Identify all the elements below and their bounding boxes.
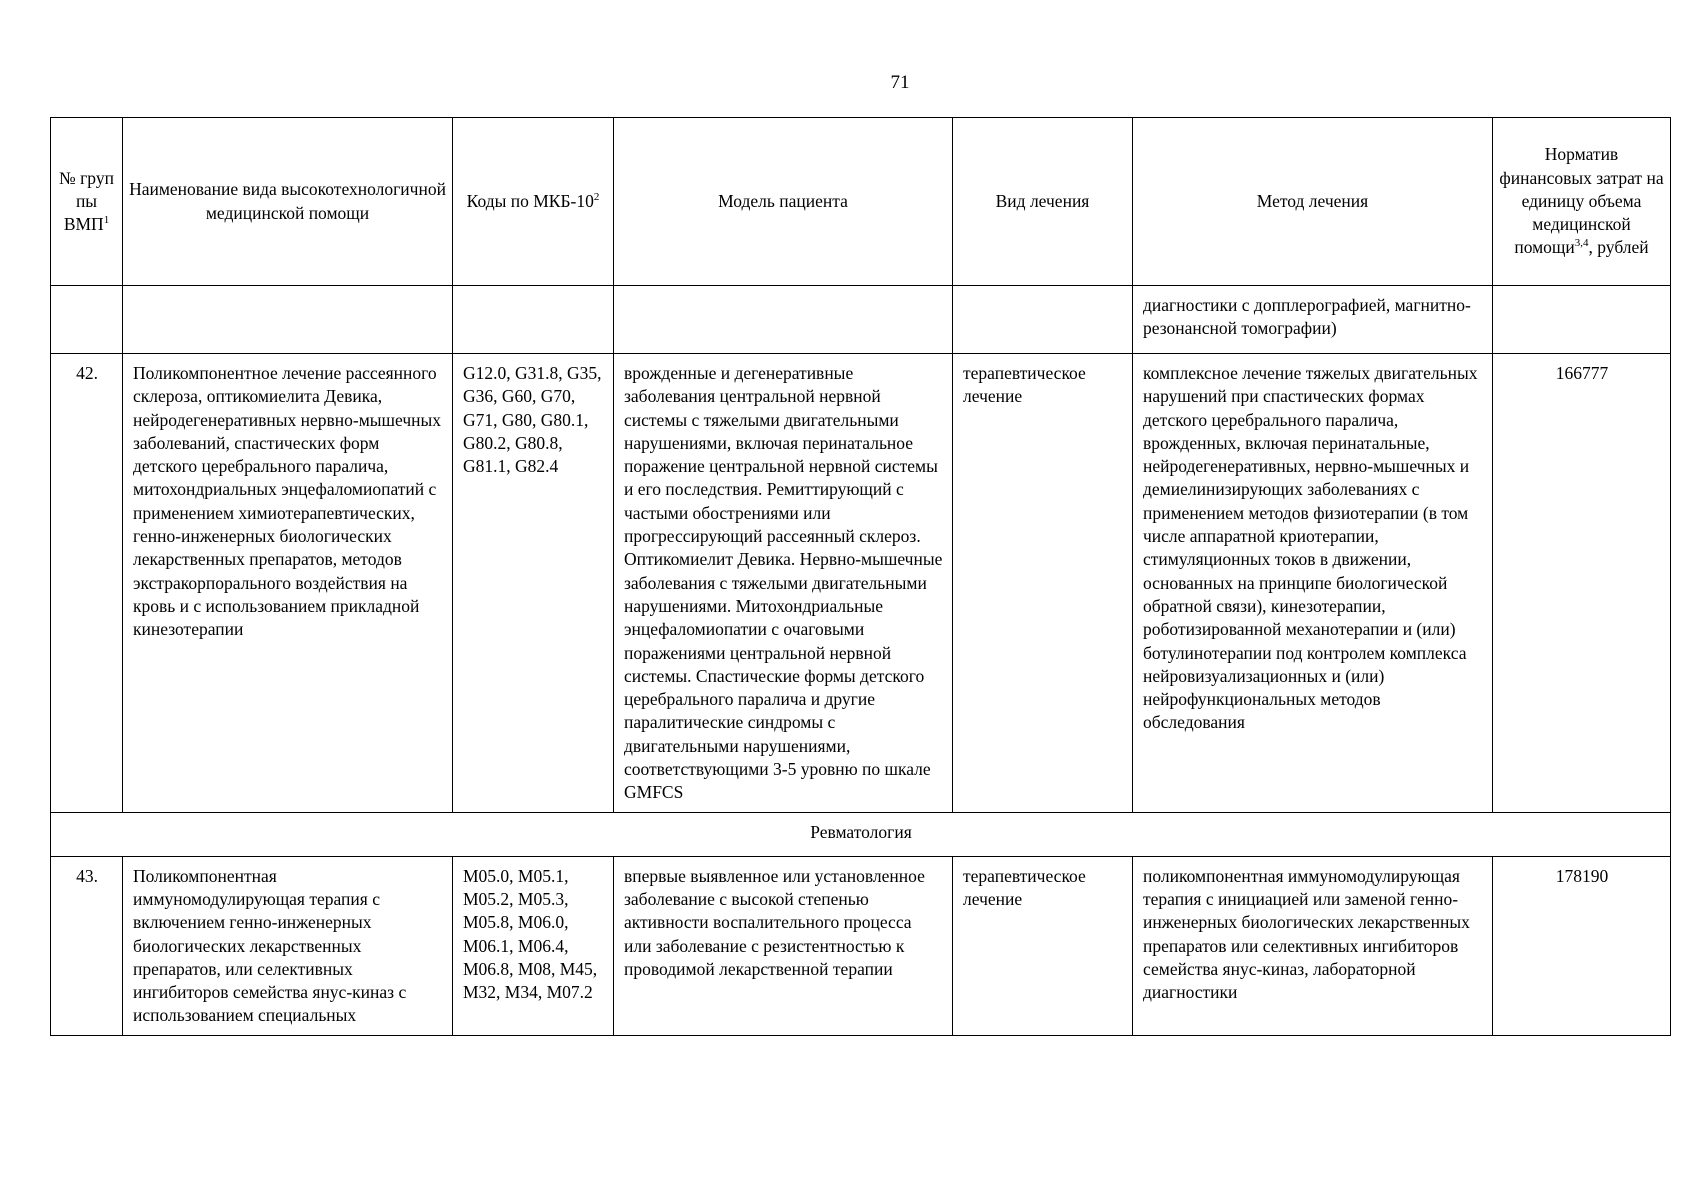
header-norm: Норматив финансовых затрат на единицу объема медицинской помощи$^{3,4}$, рублей bbox=[1493, 118, 1671, 286]
page-number: 71 bbox=[890, 72, 910, 93]
table-row bbox=[51, 856, 1671, 1035]
cell-treatment-type: терапевтическое лечение bbox=[953, 354, 1133, 813]
header-treatment-type: Вид лечения bbox=[953, 118, 1133, 286]
section-title: Ревматология bbox=[51, 812, 1671, 856]
cell-method: поликомпонентная иммуномодулирующая терапия с инициацией или заменой генно-инженерных биологических лекарственных препаратов или селективных ингибиторов семейства янус-киназ, лабораторной диагностики bbox=[1133, 856, 1493, 1035]
header-name: Наименование вида высокотехнологичной медицинской помощи bbox=[123, 118, 453, 286]
table-header-row bbox=[51, 118, 1671, 286]
header-codes: Коды по МКБ-$10^2$ bbox=[453, 118, 614, 286]
cell-method: диагностики с допплерографией, магнитно-резонансной томографии) bbox=[1133, 286, 1493, 354]
table-row bbox=[51, 354, 1671, 813]
cell-name: Поликомпонентная иммуномодулирующая терапия с включением генно-инженерных биологических лекарственных препаратов, или селективных ингибиторов семейства янус-киназ с использованием специальных bbox=[123, 856, 453, 1035]
cell-codes: G12.0, G31.8, G35, G36, G60, G70, G71, G80, G80.1, G80.2, G80.8, G81.1, G82.4 bbox=[453, 354, 614, 813]
cell-method: комплексное лечение тяжелых двигательных нарушений при спастических формах детского церебрального паралича, врожденных, включая перинатальные, нейродегенеративных, нервно-мышечных и демиелинизирующих заболеваниях с применением методов физиотерапии (в том числе аппаратной криотерапии, стимуляционных токов в движении, основанных на принципе биологической обратной связи), кинезотерапии, роботизированной механотерапии и (или) ботулинотерапии под контролем комплекса нейровизуализационных и (или) нейрофункциональных методов обследования bbox=[1133, 354, 1493, 813]
vmp-table bbox=[50, 117, 1671, 1036]
header-group-no: № груп пы ВМП$^1$ bbox=[51, 118, 123, 286]
cell-codes: M05.0, M05.1, M05.2, M05.3, M05.8, M06.0, M06.1, M06.4, M06.8, M08, M45, M32, M34, M07.2 bbox=[453, 856, 614, 1035]
header-model: Модель пациента bbox=[614, 118, 953, 286]
cell-norm: 166777 bbox=[1493, 354, 1671, 813]
cell-model: впервые выявленное или установленное заболевание с высокой степенью активности воспалительного процесса или заболевание с резистентностью к проводимой лекарственной терапии bbox=[614, 856, 953, 1035]
header-method: Метод лечения bbox=[1133, 118, 1493, 286]
cell-group-no: 43. bbox=[51, 856, 123, 1035]
cell-group-no: 42. bbox=[51, 354, 123, 813]
table-row-continuation bbox=[51, 286, 1671, 354]
cell-norm: 178190 bbox=[1493, 856, 1671, 1035]
cell-model: врожденные и дегенеративные заболевания центральной нервной системы с тяжелыми двигательными нарушениями, включая перинатальное поражение центральной нервной системы и его последствия. Ремиттирующий с частыми обострениями или прогрессирующий рассеянный склероз. Оптикомиелит Девика. Нервно-мышечные заболевания с тяжелыми двигательными нарушениями. Митохондриальные энцефаломиопатии с очаговыми поражениями центральной нервной системы. Спастические формы детского церебрального паралича и другие паралитические синдромы с двигательными нарушениями, соответствующими 3-5 уровню по шкале GMFCS bbox=[614, 354, 953, 813]
cell-treatment-type: терапевтическое лечение bbox=[953, 856, 1133, 1035]
cell-name: Поликомпонентное лечение рассеянного склероза, оптикомиелита Девика, нейродегенеративных нервно-мышечных заболеваний, спастических форм детского церебрального паралича, митохондриальных энцефаломиопатий с применением химиотерапевтических, генно-инженерных биологических лекарственных препаратов, методов экстракорпорального воздействия на кровь и с использованием прикладной кинезотерапии bbox=[123, 354, 453, 813]
section-row bbox=[51, 812, 1671, 856]
